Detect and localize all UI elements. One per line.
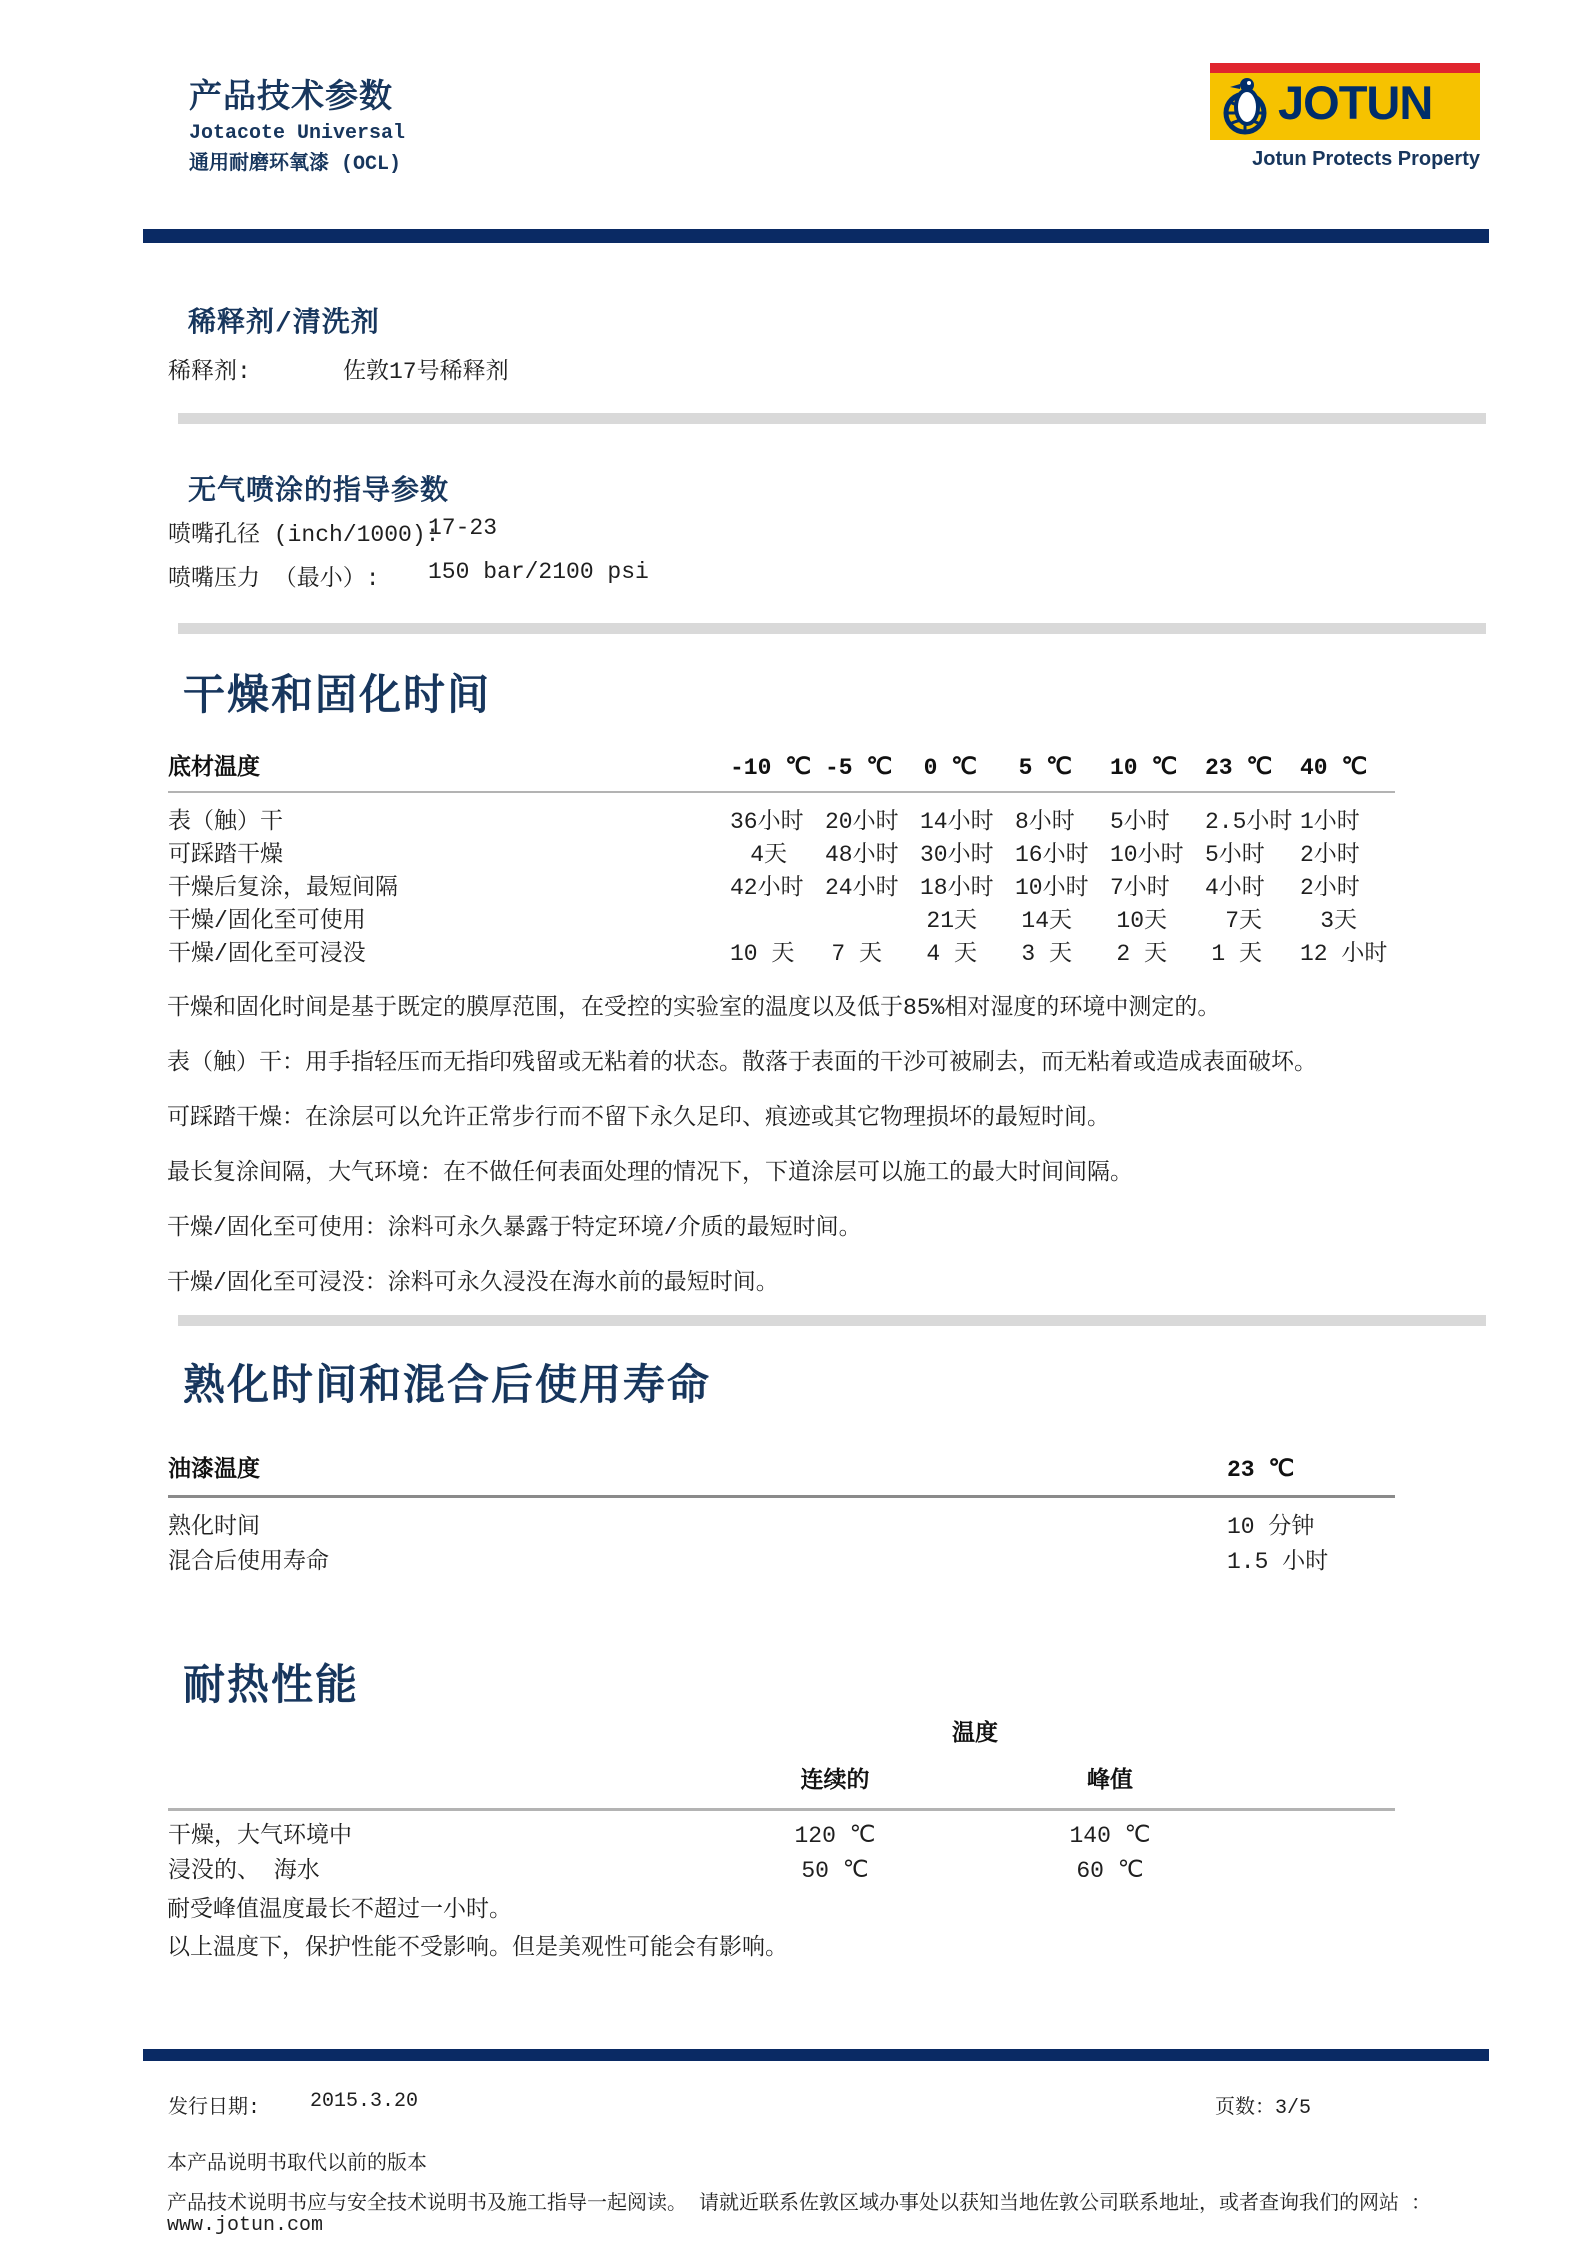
row-label: 熟化时间: [168, 1514, 260, 1540]
table-cell: 60 ℃: [1076, 1858, 1144, 1884]
table-cell: 2小时: [1300, 842, 1360, 868]
table-cell: 2.5小时: [1205, 809, 1293, 835]
column-header: 5 ℃: [1018, 755, 1072, 781]
table-cell: 1小时: [1300, 809, 1360, 835]
table-row: [168, 872, 1395, 905]
table-cell: 14小时: [920, 809, 994, 835]
table-cell: 18小时: [920, 875, 994, 901]
group-header: 温度: [952, 1721, 998, 1747]
induction-table: [168, 1450, 1395, 1580]
table-cell: 4 天: [926, 941, 977, 967]
top-divider-bar: [143, 229, 1489, 243]
table-cell: 1 天: [1211, 941, 1262, 967]
drying-row-header: 底材温度: [168, 755, 260, 781]
thinner-label: 稀释剂:: [168, 359, 251, 385]
note-paragraph: 干燥/固化至可使用：涂料可永久暴露于特定环境/介质的最短时间。: [167, 1215, 862, 1241]
table-cell: 7小时: [1110, 875, 1170, 901]
column-header: 40 ℃: [1300, 755, 1368, 781]
nozzle-tip-label: 喷嘴孔径 (inch/1000):: [168, 522, 440, 548]
row-label: 混合后使用寿命: [168, 1549, 329, 1575]
induction-row-header: 油漆温度: [168, 1457, 260, 1483]
penguin-globe-icon: [1220, 75, 1276, 140]
column-header: 连续的: [800, 1768, 870, 1794]
table-cell: 1.5 小时: [1227, 1549, 1329, 1575]
column-header: -5 ℃: [825, 755, 893, 781]
table-cell: 5小时: [1110, 809, 1170, 835]
nozzle-tip-value: 17-23: [428, 515, 498, 541]
column-header: 23 ℃: [1227, 1457, 1295, 1483]
table-cell: 7 天: [831, 941, 882, 967]
page-number: 页数：3/5: [1215, 2097, 1312, 2120]
section-heading-thinner: 稀释剂/清洗剂: [188, 309, 380, 340]
row-label: 干燥，大气环境中: [168, 1823, 352, 1849]
table-cell: 3天: [1320, 908, 1357, 934]
column-header: 峰值: [1087, 1768, 1133, 1794]
table-row: [168, 938, 1395, 971]
table-row: [168, 1854, 1395, 1889]
table-cell: 3 天: [1021, 941, 1072, 967]
table-cell: 10 分钟: [1227, 1514, 1315, 1540]
table-row: [168, 905, 1395, 938]
jotun-logo: [1210, 63, 1480, 140]
table-cell: 120 ℃: [794, 1823, 876, 1849]
table-row: [168, 1510, 1395, 1545]
table-cell: 30小时: [920, 842, 994, 868]
row-label: 干燥/固化至可浸没: [168, 941, 366, 967]
table-cell: 2 天: [1116, 941, 1167, 967]
table-cell: 5小时: [1205, 842, 1265, 868]
section-heading-airless: 无气喷涂的指导参数: [188, 477, 450, 508]
table-cell: 20小时: [825, 809, 899, 835]
logo-tagline: Jotun Protects Property: [1252, 148, 1480, 170]
table-cell: 12 小时: [1300, 941, 1388, 967]
thinner-value: 佐敦17号稀释剂: [343, 359, 509, 385]
note-paragraph: 可踩踏干燥：在涂层可以允许正常步行而不留下永久足印、痕迹或其它物理损坏的最短时间。: [167, 1105, 1110, 1131]
table-row: [168, 839, 1395, 872]
table-cell: 7天: [1225, 908, 1262, 934]
table-cell: 48小时: [825, 842, 899, 868]
row-label: 表（触）干: [168, 809, 283, 835]
table-cell: 42小时: [730, 875, 804, 901]
drying-table: [168, 748, 1395, 971]
section-heading-drying: 干燥和固化时间: [183, 674, 492, 722]
table-cell: 21天: [926, 908, 977, 934]
heat-table: [168, 1714, 1395, 1889]
page-title: 产品技术参数: [189, 80, 393, 117]
table-cell: 14天: [1021, 908, 1072, 934]
table-row: [168, 1545, 1395, 1580]
logo-red-stripe: [1210, 63, 1480, 73]
section-divider-2: [178, 623, 1486, 634]
nozzle-pressure-value: 150 bar/2100 psi: [428, 559, 649, 585]
section-divider-1: [178, 413, 1486, 424]
footer-divider-bar: [143, 2049, 1489, 2061]
note-paragraph: 最长复涂间隔，大气环境：在不做任何表面处理的情况下，下道涂层可以施工的最大时间间隔。: [167, 1160, 1133, 1186]
footer-note: 产品技术说明书应与安全技术说明书及施工指导一起阅读。 请就近联系佐敦区域办事处以获知当地佐敦公司联系地址，或者查询我们的网站 ：: [167, 2193, 1432, 2216]
table-cell: 10 天: [730, 941, 795, 967]
logo-wordmark: JOTUN: [1278, 76, 1433, 129]
row-label: 干燥后复涂，最短间隔: [168, 875, 398, 901]
table-cell: 8小时: [1015, 809, 1075, 835]
table-cell: 4小时: [1205, 875, 1265, 901]
column-header: 10 ℃: [1110, 755, 1178, 781]
note-paragraph: 耐受峰值温度最长不超过一小时。: [167, 1897, 512, 1923]
row-label: 可踩踏干燥: [168, 842, 283, 868]
table-cell: 10小时: [1015, 875, 1089, 901]
table-cell: 36小时: [730, 809, 804, 835]
drying-table-header-row: [168, 748, 1395, 793]
column-header: -10 ℃: [730, 755, 812, 781]
issue-date-label: 发行日期:: [168, 2097, 261, 2120]
table-cell: 24小时: [825, 875, 899, 901]
issue-date-value: 2015.3.20: [310, 2090, 419, 2113]
section-heading-heat: 耐热性能: [183, 1664, 360, 1712]
induction-table-header-row: [168, 1450, 1395, 1498]
table-cell: 10小时: [1110, 842, 1184, 868]
table-cell: 140 ℃: [1069, 1823, 1151, 1849]
footer-note: 本产品说明书取代以前的版本: [167, 2153, 427, 2176]
heat-table-header-row: [168, 1761, 1395, 1811]
row-label: 浸没的、 海水: [168, 1858, 320, 1884]
note-paragraph: 干燥/固化至可浸没：涂料可永久浸没在海水前的最短时间。: [167, 1270, 779, 1296]
nozzle-pressure-label: 喷嘴压力 （最小）:: [168, 566, 380, 592]
table-cell: 10天: [1116, 908, 1167, 934]
table-cell: 2小时: [1300, 875, 1360, 901]
note-paragraph: 以上温度下，保护性能不受影响。但是美观性可能会有影响。: [167, 1935, 788, 1961]
website-text: www.jotun.com: [167, 2214, 324, 2237]
note-paragraph: 干燥和固化时间是基于既定的膜厚范围，在受控的实验室的温度以及低于85%相对湿度的环境中测定的。: [167, 995, 1221, 1021]
table-row: [168, 806, 1395, 839]
note-paragraph: 表（触）干：用手指轻压而无指印残留或无粘着的状态。散落于表面的干沙可被刷去，而无粘着或造成表面破坏。: [167, 1050, 1317, 1076]
product-description: 通用耐磨环氧漆 (OCL): [189, 153, 402, 176]
heat-group-header-row: [168, 1714, 1395, 1747]
table-cell: 16小时: [1015, 842, 1089, 868]
row-label: 干燥/固化至可使用: [168, 908, 366, 934]
column-header: 0 ℃: [923, 755, 977, 781]
product-name: Jotacote Universal: [189, 122, 406, 145]
table-cell: 4天: [750, 842, 787, 868]
table-row: [168, 1819, 1395, 1854]
section-heading-induction: 熟化时间和混合后使用寿命: [183, 1364, 712, 1412]
table-cell: 50 ℃: [801, 1858, 869, 1884]
section-divider-3: [178, 1315, 1486, 1326]
column-header: 23 ℃: [1205, 755, 1273, 781]
